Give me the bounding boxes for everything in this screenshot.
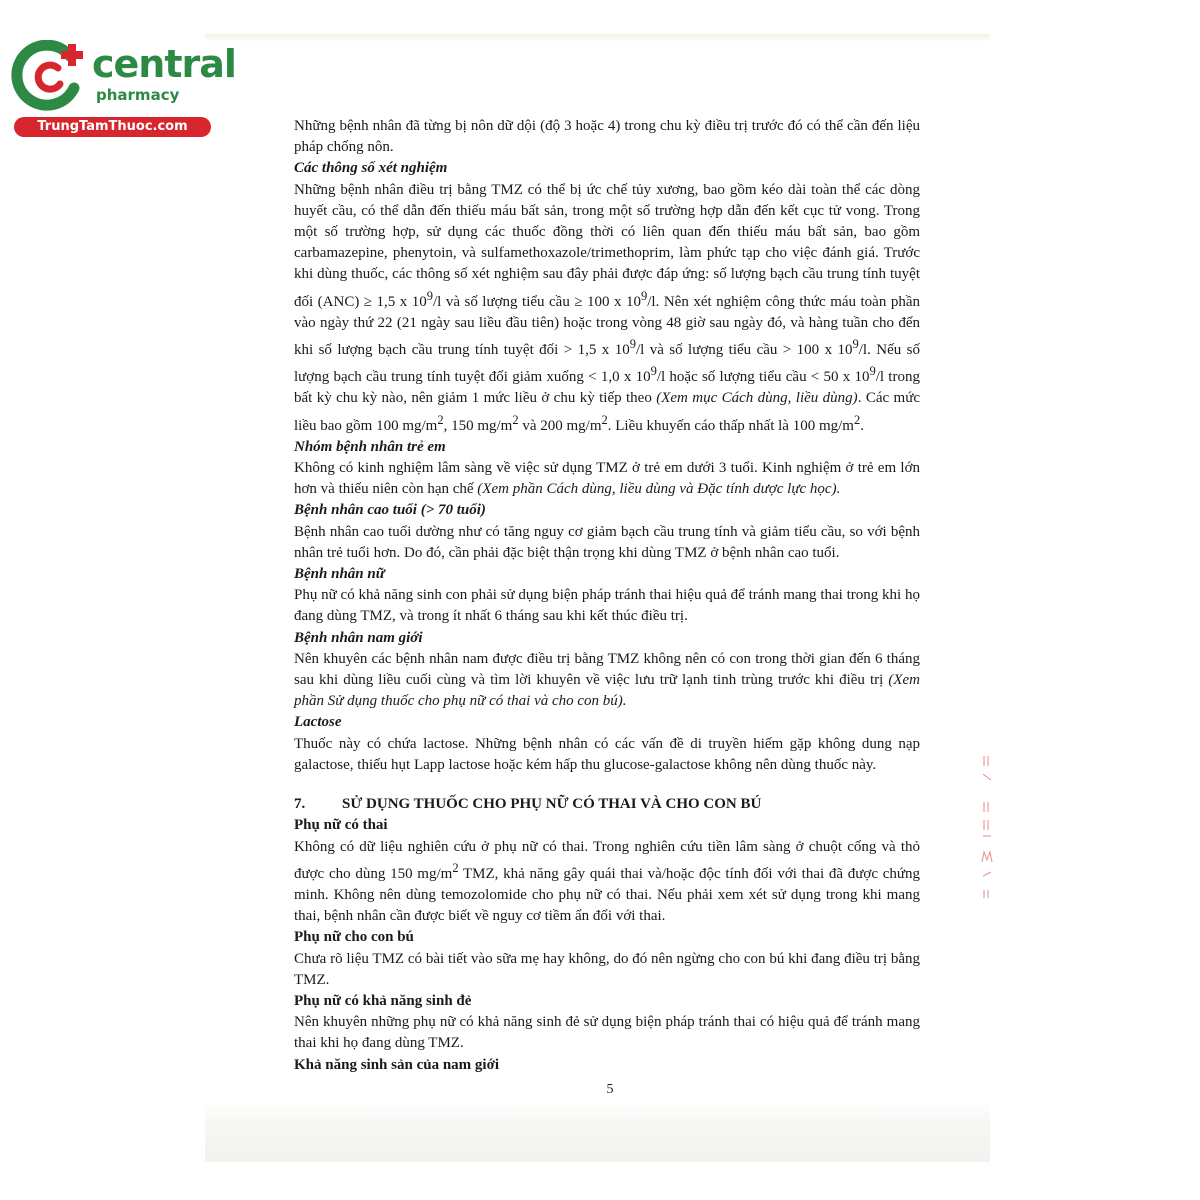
elderly-paragraph: Bệnh nhân cao tuổi dường như có tăng nguy cơ giảm bạch cầu trung tính và giảm tiểu cầu, so với bệnh nhân trẻ tuổi hơn. Do đó, cần phải đặc biệt thận trọng khi dùng TMZ ở bệnh nhân cao tuổi.: [294, 523, 920, 561]
children-paragraph: Không có kinh nghiệm lâm sàng về việc sử dụng TMZ ở trẻ em dưới 3 tuổi. Kinh nghiệm ở trẻ em lớn hơn và thiếu niên còn hạn chế (Xem phần Cách dùng, liều dùng và Đặc tính dược lực học).: [294, 460, 920, 498]
scan-margin-marks: [978, 752, 996, 902]
male-paragraph: Nên khuyên các bệnh nhân nam được điều trị bằng TMZ không nên có con trong thời gian đến 6 tháng sau khi dùng liều cuối cùng và tìm lời khuyên về việc lưu trữ lạnh tinh trùng trước khi điều trị (Xem phần Sử dụng thuốc cho phụ nữ có thai và cho con bú).: [294, 650, 920, 710]
brand-subtitle: pharmacy: [96, 86, 180, 104]
female-heading: Bệnh nhân nữ: [294, 566, 385, 583]
scan-edge-top: [205, 34, 990, 42]
pharmacy-cross-icon: [10, 40, 88, 112]
lab-heading: Các thông số xét nghiệm: [294, 160, 448, 177]
fertile-heading: Phụ nữ có khả năng sinh đẻ: [294, 992, 472, 1009]
lactose-heading: Lactose: [294, 714, 342, 731]
section-7-title: 7. SỬ DỤNG THUỐC CHO PHỤ NỮ CÓ THAI VÀ CHO CON BÚ: [294, 796, 762, 813]
brand-name: central: [92, 42, 236, 86]
lab-paragraph: Những bệnh nhân điều trị bằng TMZ có thể bị ức chế tủy xương, bao gồm kéo dài toàn thể các dòng huyết cầu, có thể dẫn đến thiếu máu bất sản, trong một số trường hợp dẫn đến kết cục tử vong. Trong một số trường hợp, sử dụng các thuốc đồng thời có liên quan đến thiếu máu bất sản, bao gồm carbamazepine, phenytoin, và sulfamethoxazole/trimethoprim, làm phức tạp cho việc đánh giá. Trước khi dùng thuốc, các thông số xét nghiệm sau đây phải được đáp ứng: số lượng bạch cầu trung tính tuyệt đối (ANC) ≥ 1,5 x $10^9/l$ và số lượng tiểu cầu ≥ 100 x $10^9/l$. Nên xét nghiệm công thức máu toàn phần vào ngày thứ 22 (21 ngày sau liều đầu tiên) hoặc trong vòng 48 giờ sau ngày đó, và hàng tuần cho đến khi số lượng bạch cầu trung tính tuyệt đối > 1,5 x $10^9/l$ và số lượng tiểu cầu > 100 x $10^9/l$. Nếu số lượng bạch cầu trung tính tuyệt đối giảm xuống < 1,0 x $10^9/l$ hoặc số lượng tiểu cầu < 50 x $10^9/l$ trong bất kỳ chu kỳ nào, nên giảm 1 mức liều ở chu kỳ tiếp theo (Xem mục Cách dùng, liều dùng). Các mức liều bao gồm 100 $mg/m^2$, 150 $mg/m^2$ và 200 $mg/m^2$. Liều khuyến cáo thấp nhất là 100 $mg/m^2$.: [294, 181, 921, 434]
intro-paragraph: Những bệnh nhân đã từng bị nôn dữ dội (độ 3 hoặc 4) trong chu kỳ điều trị trước đó có thể cần đến liệu pháp chống nôn.: [294, 118, 920, 156]
pregnant-heading: Phụ nữ có thai: [294, 817, 388, 834]
elderly-heading: Bệnh nhân cao tuổi (> 70 tuổi): [294, 502, 486, 519]
central-pharmacy-logo[interactable]: [10, 36, 236, 136]
lactose-paragraph: Thuốc này có chứa lactose. Những bệnh nhân có các vấn đề di truyền hiếm gặp không dung nạp galactose, thiếu hụt Lapp lactose hoặc kém hấp thu glucose-galactose không nên dùng thuốc này.: [294, 735, 920, 773]
page-number: 5: [606, 1082, 614, 1097]
scan-edge-bottom: [205, 1100, 990, 1162]
male-fertility-heading: Khả năng sinh sản của nam giới: [294, 1056, 500, 1073]
female-paragraph: Phụ nữ có khả năng sinh con phải sử dụng biện pháp tránh thai hiệu quả để tránh mang thai trong khi họ đang dùng TMZ, và trong ít nhất 6 tháng sau khi kết thúc điều trị.: [294, 587, 920, 625]
nursing-paragraph: Chưa rõ liệu TMZ có bài tiết vào sữa mẹ hay không, do đó nên ngừng cho con bú khi đang điều trị bằng TMZ.: [294, 950, 920, 988]
nursing-heading: Phụ nữ cho con bú: [294, 929, 414, 946]
fertile-paragraph: Nên khuyên những phụ nữ có khả năng sinh đẻ sử dụng biện pháp tránh thai có hiệu quả để tránh mang thai khi họ đang dùng TMZ.: [294, 1014, 920, 1052]
brand-url-badge[interactable]: TrungTamThuoc.com: [14, 117, 211, 137]
children-heading: Nhóm bệnh nhân trẻ em: [294, 438, 446, 455]
document-body: [294, 116, 920, 1076]
male-heading: Bệnh nhân nam giới: [294, 629, 423, 646]
pregnant-paragraph: Không có dữ liệu nghiên cứu ở phụ nữ có thai. Trong nghiên cứu tiền lâm sàng ở chuột cống và thỏ được cho dùng 150 $mg/m^2$ TMZ, khả năng gây quái thai và/hoặc độc tính đối với thai đã được chứng minh. Không nên dùng temozolomide cho phụ nữ có thai. Nếu phải xem xét sử dụng trong khi mang thai, bệnh nhân cần được biết về nguy cơ tiềm ẩn đối với thai.: [294, 838, 920, 925]
